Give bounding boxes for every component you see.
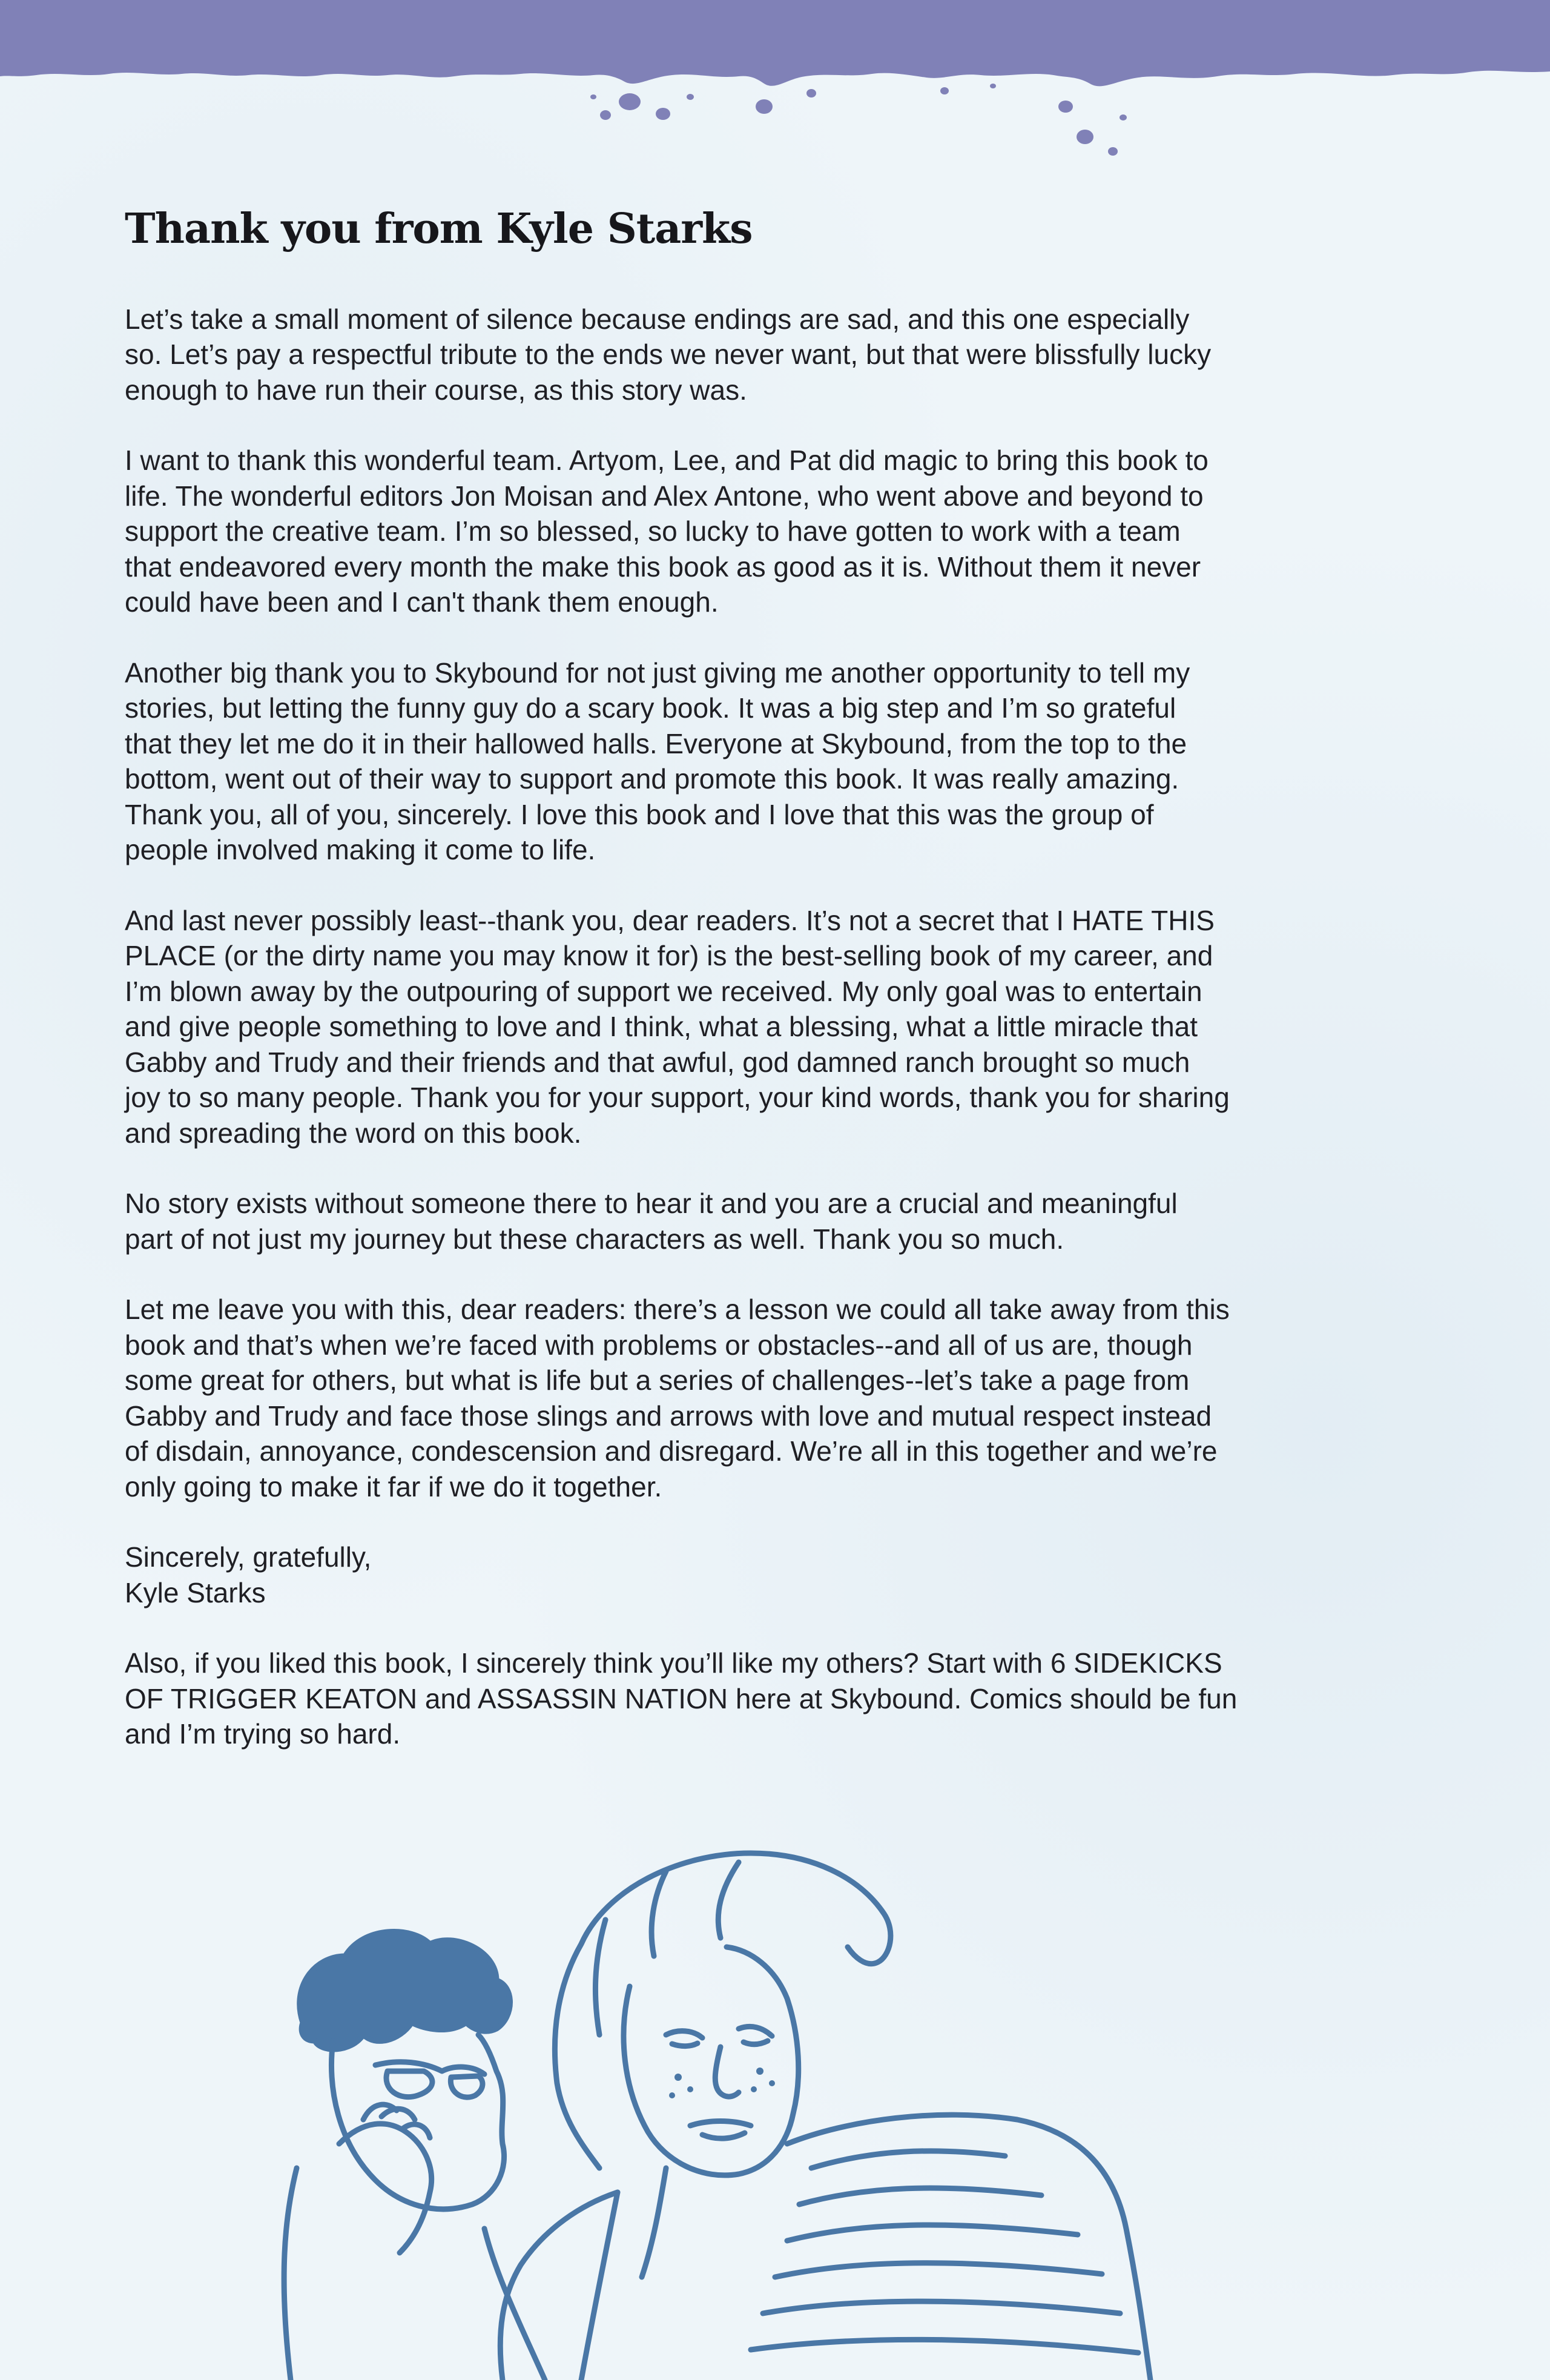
letter-line: could have been and I can't thank them enough. xyxy=(125,586,719,618)
letter-paragraph xyxy=(125,655,1426,868)
letter-line: And last never possibly least--thank you, dear readers. It’s not a secret that I HATE THIS xyxy=(125,904,1215,936)
letter-line: Also, if you liked this book, I sincerely think you’ll like my others? Start with 6 SIDEKICKS xyxy=(125,1647,1222,1679)
letter-line: so. Let’s pay a respectful tribute to the ends we never want, but that were blissfully lucky xyxy=(125,339,1212,371)
letter-line: some great for others, but what is life but a series of challenges--let’s take a page from xyxy=(125,1364,1190,1397)
letter-line: life. The wonderful editors Jon Moisan and Alex Antone, who went above and beyond to xyxy=(125,480,1204,512)
glasses-icon xyxy=(375,2062,484,2097)
paint-drop-icon xyxy=(940,87,949,94)
letter xyxy=(125,194,1426,1787)
letter-line: of disdain, annoyance, condescension and disregard. We’re all in this together and we’re xyxy=(125,1435,1218,1467)
letter-line: Sincerely, gratefully, xyxy=(125,1541,372,1573)
paint-drop-icon xyxy=(590,94,596,99)
letter-line: people involved making it come to life. xyxy=(125,834,596,866)
paint-drop-icon xyxy=(1108,147,1118,156)
letter-paragraph xyxy=(125,1645,1426,1752)
paint-drop-icon xyxy=(1058,101,1073,113)
letter-paragraph xyxy=(125,443,1426,620)
paint-drop-icon xyxy=(656,108,670,120)
letter-line: stories, but letting the funny guy do a scary book. It was a big step and I’m so grateful xyxy=(125,692,1176,724)
paint-drop-icon xyxy=(1120,114,1127,121)
letter-paragraph xyxy=(125,302,1426,408)
letter-line: part of not just my journey but these characters as well. Thank you so much. xyxy=(125,1223,1064,1255)
letter-line: No story exists without someone there to hear it and you are a crucial and meaningful xyxy=(125,1188,1178,1220)
letter-line: book and that’s when we’re faced with problems or obstacles--and all of us are, though xyxy=(125,1329,1193,1361)
letter-line: Let’s take a small moment of silence because endings are sad, and this one especially xyxy=(125,303,1190,335)
letter-line: enough to have run their course, as this story was. xyxy=(125,374,747,406)
letter-line: I’m blown away by the outpouring of support we received. My only goal was to entertain xyxy=(125,975,1202,1007)
two-characters-illustration-icon xyxy=(242,1805,1344,2380)
paint-drip-header-icon xyxy=(0,0,1550,170)
paint-drop-icon xyxy=(619,93,641,110)
letter-line: Let me leave you with this, dear readers: there’s a lesson we could all take away from this xyxy=(125,1294,1230,1326)
letter-line: that endeavored every month the make this book as good as it is. Without them it never xyxy=(125,550,1201,583)
letter-line: joy to so many people. Thank you for your support, your kind words, thank you for sharing xyxy=(125,1082,1230,1114)
letter-title: Thank you from Kyle Starks xyxy=(125,205,753,253)
letter-line: OF TRIGGER KEATON and ASSASSIN NATION here at Skybound. Comics should be fun xyxy=(125,1682,1238,1714)
shirt-stripes-icon xyxy=(751,2151,1138,2353)
face-outline-icon xyxy=(624,1947,799,2175)
letter-paragraph xyxy=(125,903,1426,1151)
letter-line: and I’m trying so hard. xyxy=(125,1718,401,1750)
paint-drop-icon xyxy=(990,84,996,88)
letter-line: that they let me do it in their hallowed halls. Everyone at Skybound, from the top to the xyxy=(125,727,1187,759)
paint-drop-icon xyxy=(1077,130,1093,144)
paint-drop-icon xyxy=(756,99,773,114)
paint-drop-icon xyxy=(600,110,611,120)
letter-line: Thank you, all of you, sincerely. I love this book and I love that this was the group of xyxy=(125,798,1154,830)
letter-line: bottom, went out of their way to support and promote this book. It was really amazing. xyxy=(125,763,1179,795)
hand-icon xyxy=(339,2104,432,2253)
letter-body xyxy=(125,302,1426,1752)
letter-paragraph xyxy=(125,1186,1426,1257)
letter-line: only going to make it far if we do it together. xyxy=(125,1470,662,1502)
letter-paragraph xyxy=(125,1292,1426,1504)
letter-line: and spreading the word on this book. xyxy=(125,1117,582,1149)
curly-hair-icon xyxy=(300,1932,510,2049)
letter-line: I want to thank this wonderful team. Artyom, Lee, and Pat did magic to bring this book to xyxy=(125,445,1209,477)
shirt-outline-icon xyxy=(284,2168,545,2380)
paint-drop-icon xyxy=(806,89,816,98)
letter-line: and give people something to love and I think, what a blessing, what a little miracle that xyxy=(125,1011,1198,1043)
letter-line: support the creative team. I’m so blessed, so lucky to have gotten to work with a team xyxy=(125,515,1181,547)
letter-line: Kyle Starks xyxy=(125,1576,266,1608)
letter-line: Another big thank you to Skybound for not just giving me another opportunity to tell my xyxy=(125,656,1190,689)
nose-mouth-icon xyxy=(690,2047,751,2138)
paint-drop-icon xyxy=(687,94,694,100)
eye-icon xyxy=(666,2026,772,2046)
letter-line: PLACE (or the dirty name you may know it for) is the best-selling book of my career, and xyxy=(125,940,1213,972)
letter-line: Gabby and Trudy and face those slings and arrows with love and mutual respect instead xyxy=(125,1400,1212,1432)
letter-line: Gabby and Trudy and their friends and that awful, god damned ranch brought so much xyxy=(125,1046,1190,1078)
letter-paragraph xyxy=(125,1539,1426,1610)
